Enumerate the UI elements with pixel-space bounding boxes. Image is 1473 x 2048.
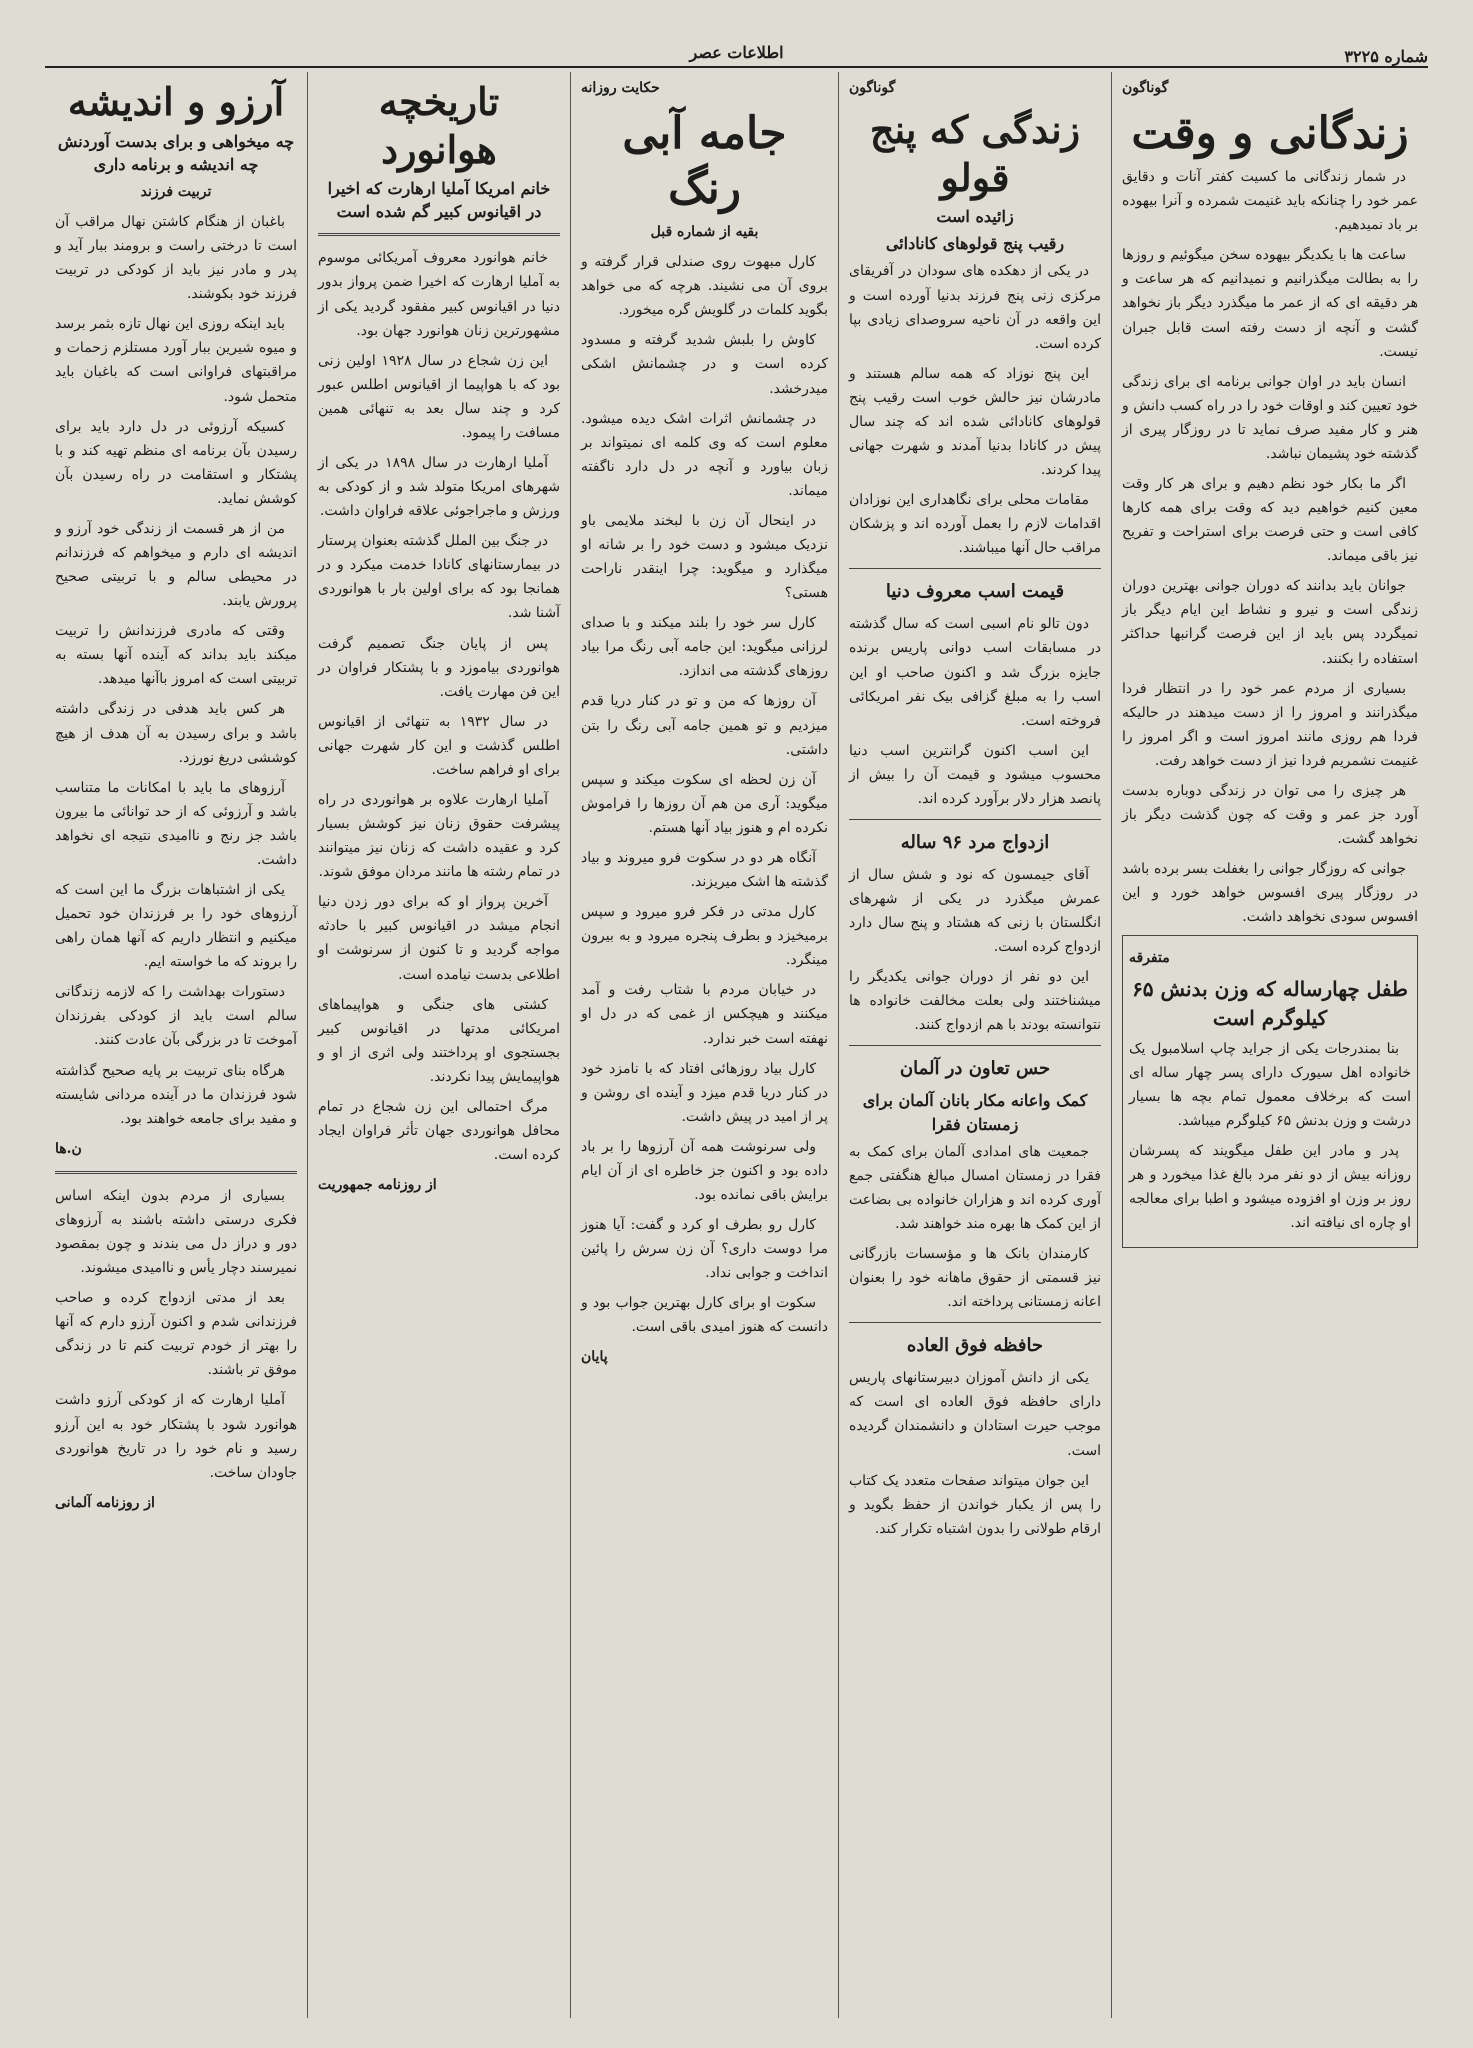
column-3 — [570, 72, 838, 2018]
paragraph: من از هر قسمت از زندگی خود آرزو و اندیشه ای دارم و میخواهم که فرزندانم در محیطی سالم و با تربیتی صحیح پرورش یابند. — [55, 520, 297, 610]
column-3-kicker: حکایت روزانه — [581, 80, 660, 96]
paragraph: مرگ احتمالی این زن شجاع در تمام محافل هوانوردی جهان تأثر فراوان ایجاد کرده است. — [318, 1098, 560, 1164]
paragraph: در یکی از دهکده های سودان در آفریقای مرکزی زنی پنج فرزند بدنیا آورده است و این واقعه در آن ناحیه سروصدای زیادی بپا کرده است. — [849, 263, 1101, 352]
paragraph: بسیاری از مردم بدون اینکه اساس فکری درستی داشته باشند به آرزوهای دور و دراز دل می بندند و چون بمقصود نمیرسند دچار یأس و ناامیدی میشوند. — [55, 1187, 297, 1277]
column-5-sign-2: از روزنامه آلمانی — [55, 1494, 155, 1511]
divider — [849, 568, 1101, 569]
paragraph: ولی سرنوشت همه آن آرزوها را بر باد داده بود و اکنون جز خاطره ای از آن ایام برایش باقی نمانده بود. — [581, 1138, 828, 1203]
column-5-headline: آرزو و اندیشه — [67, 79, 285, 124]
paragraph: کارل مدتی در فکر فرو میرود و سپس برمیخیزد و بطرف پنجره میرود و به بیرون مینگرد. — [581, 904, 828, 969]
paragraph: آملیا ارهارت علاوه بر هوانوردی در راه پیشرفت حقوق زنان نیز کوشش بسیار کرد و عقیده داشت که زنان نیز میتوانند در تمام رشته ها مانند مردان موفق شوند. — [318, 792, 560, 881]
divider — [55, 1171, 297, 1174]
article-title: قیمت اسب معروف دنیا — [885, 581, 1065, 603]
paragraph: جوانان باید بدانند که دوران جوانی بهترین دوران زندگی است و نیرو و نشاط این ایام دیگر باز نمیگردد پس باید از این فرصت گرانبها حداکثر استفاده را بکنند. — [1122, 578, 1418, 667]
article-subtitle: کمک واعانه مکار بانان آلمان برای زمستان فقرا — [862, 1091, 1088, 1134]
paragraph: دستورات بهداشت را که لازمه زندگانی سالم است باید از کودکی بفرزندان آموخت تا در بزرگی بآن عادت کنند. — [55, 984, 297, 1049]
paragraph: آرزوهای ما باید با امکانات ما متناسب باشد و آرزوئی که از حد توانائی ما بیرون باشد جز رنج و ناامیدی نتیجه ای نخواهد داشت. — [55, 779, 297, 868]
paragraph: کارل سر خود را بلند میکند و با صدای لرزانی میگوید: این جامه آبی رنگ مرا بیاد روزهای گذشته می اندازد. — [581, 615, 828, 680]
paragraph: خانم هوانورد معروف آمریکائی موسوم به آملیا ارهارت که اخیرا ضمن پرواز بدور دنیا در اقیانوس کبیر مفقود گردید یکی از مشهورترین زنان هوانورد جهان بود. — [318, 250, 560, 339]
column-4 — [307, 72, 570, 2018]
paragraph: کاوش را بلبش شدید گرفته و مسدود کرده است و در چشمانش اشکی میدرخشد. — [581, 332, 828, 397]
article-title: ازدواج مرد ۹۶ ساله — [900, 831, 1050, 853]
paragraph: بعد از مدتی ازدواج کرده و صاحب فرزندانی شدم و اکنون آرزو دارم که آنها را بهتر از خودم تربیت کنم تا در زندگی موفق تر باشند. — [55, 1290, 297, 1379]
paragraph: سکوت او برای کارل بهترین جواب بود و دانست که هنوز امیدی باقی است. — [581, 1295, 828, 1336]
paragraph: آخرین پرواز او که برای دور زدن دنیا انجام میشد در اقیانوس کبیر با حادثه مواجه گردید و تا کنون از سرنوشت او اطلاعی بدست نیامده است. — [318, 894, 560, 983]
column-3-headline: جامه آبی رنگ — [622, 108, 787, 215]
paragraph: کشتی های جنگی و هواپیماهای امریکائی مدتها در اقیانوس کبیر بجستجوی او پرداختند ولی اثری از او و هواپیمایش پیدا نکردند. — [318, 996, 560, 1085]
column-1-headline: زندگانی و وقت — [1131, 108, 1409, 160]
divider — [849, 819, 1101, 820]
paragraph: آن روزها که من و تو در کنار دریا قدم میزدیم و تو همین جامه آبی رنگ را بتن داشتی. — [581, 693, 828, 758]
paragraph: بسیاری از مردم عمر خود را در انتظار فردا میگذرانند و امروز را از دست میدهند در حالیکه فردا هم روزی مانند امروز است و اگر امروز را غنیمت نشمریم فردا نیز از دست خواهد رفت. — [1122, 680, 1418, 769]
paragraph: دون تالو نام اسبی است که سال گذشته در مسابقات اسب دوانی پاریس برنده جایزه بزرگ شد و اکنون صاحب او این اسب را به مبلغ گزافی بیک نفر امریکائی فروخته است. — [849, 616, 1101, 729]
paragraph: در خیابان مردم با شتاب رفت و آمد میکنند و هیچکس از غمی که در دل او نهفته است خبر ندارد. — [581, 982, 828, 1047]
misc-kicker: متفرقه — [1129, 950, 1170, 967]
column-4-sign: از روزنامه جمهوریت — [318, 1177, 437, 1194]
paragraph: این پنج نوزاد که همه سالم هستند و مادرشان نیز حالش خوب است رقیب پنج قولوهای کانادائی شده اند که چند سال پیش در کانادا بدنیا آمدند و شهرت جهانی پیدا کردند. — [849, 365, 1101, 479]
paragraph: آن زن لحظه ای سکوت میکند و سپس میگوید: آری من هم آن روزها را فراموش نکرده ام و هنوز بیاد آنها هستم. — [581, 771, 828, 836]
column-4-headline: تاریخچه هوانورد — [378, 79, 500, 172]
paragraph: ساعت ها با یکدیگر بیهوده سخن میگوئیم و روزها را به بطالت میگذرانیم و نمیدانیم که هر ساعت و هر دقیقه ای که از عمر ما میگذرد دیگر باز نخواهد گشت و آنچه از دست رفته است قابل جبران نیست. — [1122, 247, 1418, 360]
paragraph: باید اینکه روزی این نهال تازه بثمر برسد و میوه شیرین ببار آورد مستلزم زحمات و مراقبتهای فراوانی است که باغبان باید متحمل شود. — [55, 316, 297, 405]
paragraph: کارل بیاد روزهائی افتاد که با نامزد خود در کنار دریا قدم میزد و آینده ای روشن و پر از امید در پیش داشت. — [581, 1060, 828, 1125]
columns — [45, 72, 1428, 2018]
masthead — [45, 36, 1428, 68]
paragraph: هر کس باید هدفی در زندگی داشته باشد و برای رسیدن به آن هدف از هیچ کوششی دریغ نورزد. — [55, 701, 297, 766]
divider — [849, 1322, 1101, 1323]
column-2-subhead: زائیده است — [936, 207, 1014, 227]
paragraph: در سال ۱۹۳۲ به تنهائی از اقیانوس اطلس گذشت و این کار شهرت جهانی برای او فراهم ساخت. — [318, 713, 560, 778]
divider — [849, 1045, 1101, 1046]
paragraph: کسیکه آرزوئی در دل دارد باید برای رسیدن بآن برنامه ای منظم تهیه کند و با پشتکار و استقامت در راه رسیدن بآن کوشش نماید. — [55, 418, 297, 507]
column-2 — [838, 72, 1111, 2018]
column-3-sign: پایان — [581, 1349, 608, 1366]
article-title: حس تعاون در آلمان — [899, 1058, 1051, 1080]
misc-headline: طفل چهارساله که وزن بدنش ۶۵ کیلوگرم است — [1132, 976, 1408, 1030]
paper-name: اطلاعات عصر — [689, 43, 784, 62]
column-5-byline: تربیت فرزند — [140, 183, 212, 200]
column-5 — [45, 72, 307, 2018]
paragraph: یکی از دانش آموزان دبیرستانهای پاریس دارای حافظه فوق العاده ای است که موجب حیرت استادان و دانشمندان گردیده است. — [849, 1370, 1101, 1459]
paragraph: بنا بمندرجات یکی از جراید چاپ اسلامبول یک خانواده اهل سیورک دارای پسر چهار ساله ای است که برخلاف معمول تمام بچه ها بسیار درشت و وزن بدنش ۶۵ کیلوگرم میباشد. — [1129, 1040, 1411, 1129]
column-5-sign: ن.ها — [55, 1140, 82, 1157]
paragraph: کارل مبهوت روی صندلی قرار گرفته و بروی آن می نشیند. هرچه که می خواهد بگوید کلمات در گلویش گره میخورد. — [581, 254, 828, 319]
paragraph: مقامات محلی برای نگاهداری این نوزادان اقدامات لازم را بعمل آورده اند و پزشکان مراقب حال آنها میباشند. — [849, 492, 1101, 557]
paragraph: در اینحال آن زن با لبخند ملایمی باو نزدیک میشود و دست خود را بر شانه او میگذارد و میگوید: چرا اینقدر ناراحت هستی؟ — [581, 512, 828, 602]
paragraph: باغبان از هنگام کاشتن نهال مراقب آن است تا درختی راست و برومند ببار آید و پدر و مادر نیز باید از کودکی در تربیت فرزند خود بکوشند. — [55, 213, 297, 303]
paragraph: وقتی که مادری فرزندانش را تربیت میکند باید بداند که آینده آنها بسته به تربیتی است که امروز باآنها میدهد. — [55, 623, 297, 688]
paragraph: آنگاه هر دو در سکوت فرو میروند و بیاد گذشته ها اشک میریزند. — [581, 849, 828, 891]
paragraph: آملیا ارهارت در سال ۱۸۹۸ در یکی از شهرهای امریکا متولد شد و از کودکی به ورزش و ماجراجوئی علاقه فراوان داشت. — [318, 455, 560, 520]
paragraph: کارل رو بطرف او کرد و گفت: آیا هنوز مرا دوست داری؟ آن زن سرش را پائین انداخت و جوابی نداد. — [581, 1217, 828, 1282]
paragraph: این اسب اکنون گرانترین اسب دنیا محسوب میشود و قیمت آن را بیش از پانصد هزار دلار برآورد کرده اند. — [849, 742, 1101, 807]
paragraph: آملیا ارهارت که از کودکی آرزو داشت هوانورد شود با پشتکار خود به این آرزو رسید و نام خود را در تاریخ هوانوردی جاودان ساخت. — [55, 1392, 297, 1481]
paragraph: در شمار زندگانی ما کسیت کفتر آنات و دقایق عمر خود را چنانکه باید غنیمت شمرده و آنرا بیهوده بر باد نمیدهیم. — [1122, 169, 1418, 234]
article-title: حافظه فوق العاده — [906, 1335, 1044, 1357]
column-4-subhead: خانم امریکا آملیا ارهارت که اخیرا در اقیانوس کبیر گم شده است — [327, 179, 551, 222]
paragraph: آقای جیمسون که نود و شش سال از عمرش میگذرد در یکی از شهرهای انگلستان با زنی که هشتاد و پنج سال دارد ازدواج کرده است. — [849, 866, 1101, 956]
paragraph: جمعیت های امدادی آلمان برای کمک به فقرا در زمستان امسال مبالغ هنگفتی جمع آوری کرده اند و هزاران خانواده بی بضاعت از این کمک ها بهره مند خواهند شد. — [849, 1143, 1101, 1233]
paragraph: این دو نفر از دوران جوانی یکدیگر را میشناختند ولی بعلت مخالفت خانواده ها نتوانسته بودند با هم ازدواج کنند. — [849, 969, 1101, 1034]
column-2-subhead-2: رقیب پنج قولوهای کانادائی — [885, 234, 1065, 254]
paragraph: یکی از اشتباهات بزرگ ما این است که آرزوهای خود را بر فرزندان خود تحمیل میکنیم و انتظار داریم که آنها همان راهی را بروند که ما خواسته ایم. — [55, 881, 297, 971]
paragraph: جوانی که روزگار جوانی را بغفلت بسر برده باشد در روزگار پیری افسوس خواهد خورد و این افسوس سودی نخواهد داشت. — [1122, 861, 1418, 926]
column-2-headline: زندگی که پنج قولو — [869, 107, 1081, 200]
paragraph: در جنگ بین الملل گذشته بعنوان پرستار در بیمارستانهای کانادا خدمت میکرد و در همانجا بود که برای اولین بار با هوانوردی آشنا شد. — [318, 533, 560, 622]
paragraph: اگر ما بکار خود نظم دهیم و برای هر کار وقت معین کنیم خواهیم دید که وقت برای همه کارها کافی است و حتی فرصت برای استراحت و تفریح نیز باقی میماند. — [1122, 476, 1418, 565]
column-3-byline: بقیه از شماره قبل — [650, 224, 759, 241]
paragraph: هرگاه بنای تربیت بر پایه صحیح گذاشته شود فرزندان ما در آینده مردانی شایسته و مفید برای جامعه خواهند بود. — [55, 1062, 297, 1127]
paragraph: کارمندان بانک ها و مؤسسات بازرگانی نیز قسمتی از حقوق ماهانه خود را بعنوان اعانه زمستانی پرداخته اند. — [849, 1246, 1101, 1311]
issue-number: شماره ۳۲۲۵ — [1344, 47, 1428, 66]
paragraph: انسان باید در اوان جوانی برنامه ای برای زندگی خود تعیین کند و اوقات خود را در راه کسب دانش و هنر و کار مفید صرف نماید تا در روزگار پیری از گذشته خود پشیمان نباشد. — [1122, 373, 1418, 462]
column-1 — [1111, 72, 1428, 2018]
column-1-kicker: گوناگون — [1122, 80, 1169, 96]
paragraph: پس از پایان جنگ تصمیم گرفت هوانوردی بیاموزد و با پشتکار فراوان در این فن مهارت یافت. — [318, 635, 560, 700]
divider — [318, 233, 560, 236]
column-5-subhead: چه میخواهی و برای بدست آوردنش چه اندیشه و برنامه داری — [57, 131, 295, 174]
column-2-kicker: گوناگون — [849, 80, 896, 96]
paragraph: این جوان میتواند صفحات متعدد یک کتاب را پس از یکبار خواندن از حفظ بگوید و ارقام طولانی را بدون اشتباه تکرار کند. — [849, 1472, 1101, 1537]
paragraph: در چشمانش اثرات اشک دیده میشود. معلوم است که وی کلمه ای نمیتواند بر زبان بیاورد و آنچه در دل دارد ناگفته میماند. — [581, 410, 828, 499]
paragraph: پدر و مادر این طفل میگویند که پسرشان روزانه بیش از دو نفر مرد بالغ غذا میخورد و هر روز بر وزن او افزوده میشود و اطبا برای معالجه او چاره ای نیافته اند. — [1129, 1142, 1411, 1232]
paragraph: این زن شجاع در سال ۱۹۲۸ اولین زنی بود که با هواپیما از اقیانوس اطلس عبور کرد و چند سال بعد به تنهائی همین مسافت را پیمود. — [318, 352, 560, 441]
misc-box — [1122, 935, 1418, 1248]
paragraph: هر چیزی را می توان در زندگی دوباره بدست آورد جز عمر و وقت که چون گذشت دیگر باز نخواهد گشت. — [1122, 782, 1418, 848]
